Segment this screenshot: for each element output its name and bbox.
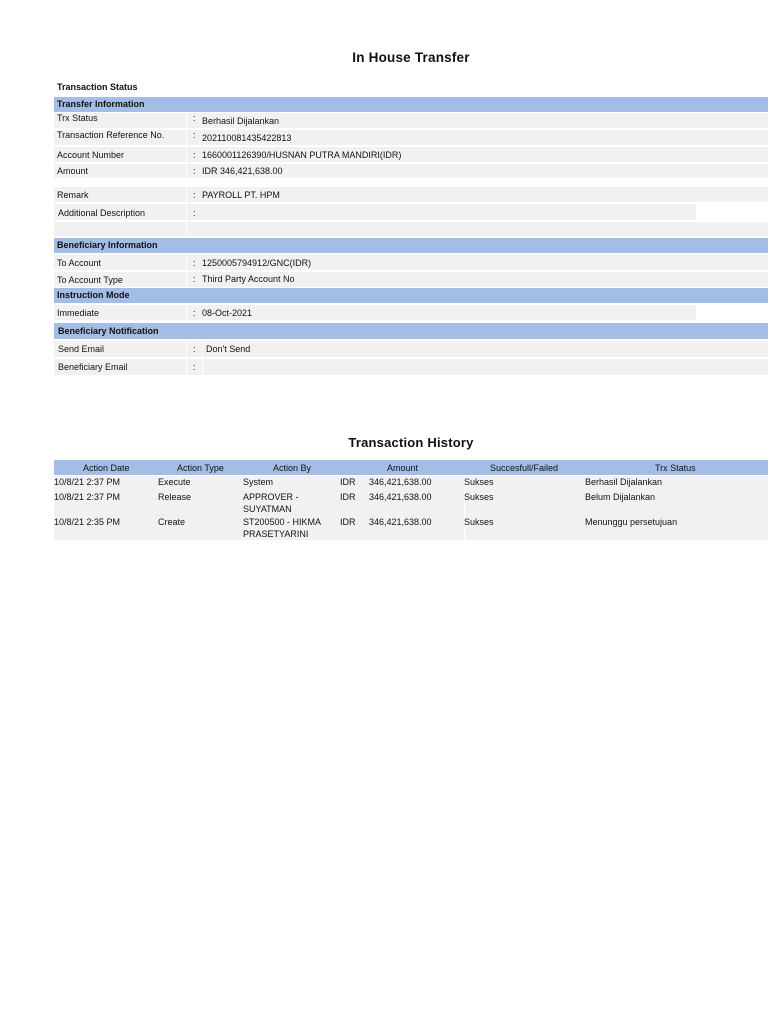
info-label: Transaction Reference No. xyxy=(57,130,165,140)
info-label: Additional Description xyxy=(58,208,146,218)
cell-action-by: ST200500 - HIKMA xyxy=(243,517,322,527)
cell-currency: IDR xyxy=(340,492,356,502)
cell-action-type: Release xyxy=(158,492,192,502)
colon: : xyxy=(193,208,196,218)
info-label: Immediate xyxy=(57,308,100,318)
colon: : xyxy=(193,362,196,372)
colon: : xyxy=(193,150,196,160)
info-value: Berhasil Dijalankan xyxy=(202,116,280,126)
transfer-information-header: Transfer Information xyxy=(54,97,768,112)
info-row-reference xyxy=(54,130,768,145)
column-header: Amount xyxy=(387,463,419,473)
cell-trx-status: Menunggu persetujuan xyxy=(585,517,678,527)
info-row-additional-description xyxy=(54,204,768,220)
history-table-header xyxy=(54,460,768,475)
column-header: Trx Status xyxy=(655,463,696,473)
instruction-mode-header: Instruction Mode xyxy=(54,288,768,303)
cell-trx-status: Berhasil Dijalankan xyxy=(585,477,663,487)
info-value: 202110081435422813 xyxy=(202,133,292,143)
info-label: Beneficiary Email xyxy=(58,362,128,372)
info-row-account-number xyxy=(54,147,768,162)
cell-result: Sukses xyxy=(464,477,494,487)
info-value: 1660001126390/HUSNAN PUTRA MANDIRI(IDR) xyxy=(202,150,402,160)
info-row-remark xyxy=(54,187,768,202)
cell-amount: 346,421,638.00 xyxy=(369,517,432,527)
info-row-instruction-mode xyxy=(54,305,768,320)
info-row-amount xyxy=(54,164,768,178)
history-table-body xyxy=(54,476,768,540)
info-row-to-account xyxy=(54,255,768,270)
transaction-status-label: Transaction Status xyxy=(57,82,138,92)
cell-action-by-line2: PRASETYARINI xyxy=(243,529,309,539)
colon: : xyxy=(193,258,196,268)
column-header: Action By xyxy=(273,463,312,473)
info-value: Don't Send xyxy=(206,344,251,354)
info-label: Account Number xyxy=(57,150,125,160)
column-header: Succesfull/Failed xyxy=(490,463,559,473)
info-label: Amount xyxy=(57,166,89,176)
info-label: To Account Type xyxy=(57,275,123,285)
colon: : xyxy=(193,308,196,318)
info-value: 08-Oct-2021 xyxy=(202,308,253,318)
info-row-beneficiary-email xyxy=(54,359,768,375)
colon: : xyxy=(193,166,196,176)
colon: : xyxy=(193,274,196,284)
cell-action-by: APPROVER - xyxy=(243,492,299,502)
cell-action-date: 10/8/21 2:37 PM xyxy=(54,477,121,487)
cell-result: Sukses xyxy=(464,492,494,502)
info-label: To Account xyxy=(57,258,102,268)
cell-amount: 346,421,638.00 xyxy=(369,477,432,487)
info-label: Trx Status xyxy=(57,113,98,123)
page-title: In House Transfer xyxy=(352,50,470,65)
cell-action-by: System xyxy=(243,477,274,487)
column-header: Action Type xyxy=(177,463,224,473)
table-row xyxy=(54,491,768,516)
info-value: Third Party Account No xyxy=(202,274,295,284)
cell-action-by-line2: SUYATMAN xyxy=(243,504,292,514)
table-row xyxy=(54,476,768,491)
cell-trx-status: Belum Dijalankan xyxy=(585,492,656,502)
info-value: 1250005794912/GNC(IDR) xyxy=(202,258,312,268)
cell-action-type: Execute xyxy=(158,477,191,487)
cell-currency: IDR xyxy=(340,517,356,527)
colon: : xyxy=(193,190,196,200)
info-value: IDR 346,421,638.00 xyxy=(202,166,283,176)
cell-action-date: 10/8/21 2:35 PM xyxy=(54,517,121,527)
colon: : xyxy=(193,130,196,140)
cell-currency: IDR xyxy=(340,477,356,487)
cell-amount: 346,421,638.00 xyxy=(369,492,432,502)
info-row-send-email xyxy=(54,341,768,357)
beneficiary-notification-header: Beneficiary Notification xyxy=(54,323,768,339)
history-title: Transaction History xyxy=(348,435,474,450)
info-value: PAYROLL PT. HPM xyxy=(202,190,280,200)
info-label: Send Email xyxy=(58,344,105,354)
cell-result: Sukses xyxy=(464,517,494,527)
colon: : xyxy=(193,344,196,354)
cell-action-type: Create xyxy=(158,517,186,527)
table-row xyxy=(54,516,768,540)
colon: : xyxy=(193,113,196,123)
info-row-empty xyxy=(54,222,768,236)
info-row-to-account-type xyxy=(54,272,768,287)
info-row-trx-status xyxy=(54,113,768,128)
cell-action-date: 10/8/21 2:37 PM xyxy=(54,492,121,502)
beneficiary-information-header: Beneficiary Information xyxy=(54,238,768,253)
info-label: Remark xyxy=(57,190,89,200)
column-header: Action Date xyxy=(83,463,130,473)
